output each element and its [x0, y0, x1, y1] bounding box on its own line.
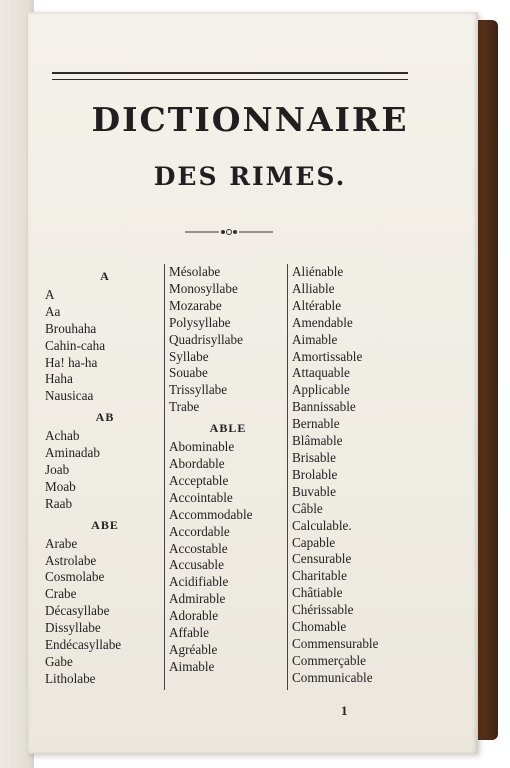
section-heading: A	[100, 269, 110, 283]
rhyme-word: Alliable	[292, 280, 335, 296]
rhyme-word: Accostable	[169, 540, 228, 556]
rhyme-word: Communicable	[292, 669, 373, 685]
rhyme-word: Achab	[45, 428, 80, 444]
rhyme-word: Châtiable	[292, 585, 343, 601]
rhyme-word: Aimable	[292, 331, 338, 347]
column-divider-2	[287, 264, 288, 690]
rhyme-column-1	[45, 264, 165, 688]
rhyme-word: Bernable	[292, 416, 340, 432]
rhyme-word: Commensurable	[292, 635, 379, 651]
section-heading: AB	[95, 410, 115, 425]
rhyme-word: Buvable	[292, 483, 336, 499]
rhyme-word: Litholabe	[45, 670, 96, 686]
rhyme-word: Brisable	[292, 449, 336, 465]
rhyme-word: Trabe	[169, 399, 200, 415]
rhyme-word: A	[45, 286, 55, 302]
rhyme-word: Acceptable	[169, 472, 229, 488]
rhyme-word: Aimable	[169, 658, 215, 674]
page-subtitle: DES RIMES.	[153, 162, 347, 191]
rhyme-word: Décasyllabe	[45, 603, 110, 619]
section-heading: ABE	[91, 517, 119, 532]
rhyme-word: Endécasyllabe	[45, 637, 122, 653]
rhyme-word: Trissyllabe	[169, 382, 228, 398]
rhyme-word: Astrolabe	[45, 552, 97, 568]
rhyme-word: Bannissable	[292, 399, 356, 415]
rhyme-word: Monosyllabe	[169, 280, 238, 296]
rhyme-word: Accommodable	[169, 506, 253, 522]
rhyme-word: Censurable	[292, 551, 352, 567]
rhyme-word: Crabe	[45, 586, 77, 602]
rhyme-word: Mozarabe	[169, 297, 222, 313]
rhyme-word: Ha! ha-ha	[45, 354, 98, 370]
rhyme-word: Polysyllabe	[169, 314, 231, 330]
rhyme-word: Calculable.	[292, 517, 352, 533]
rhyme-word: Amendable	[292, 314, 353, 330]
rhyme-word: Brouhaha	[45, 320, 97, 336]
ornament-divider	[185, 227, 273, 237]
rhyme-word: Abominable	[169, 439, 235, 455]
rhyme-word: Chomable	[292, 619, 347, 635]
rhyme-word: Haha	[45, 371, 73, 387]
rhyme-word: Charitable	[292, 568, 347, 584]
rhyme-word: Blâmable	[292, 433, 343, 449]
rhyme-word: Applicable	[292, 382, 350, 398]
rhyme-word: Accointable	[169, 489, 233, 505]
rhyme-word: Capable	[292, 534, 336, 550]
rhyme-word: Cahin-caha	[45, 337, 106, 353]
rhyme-word: Dissyllabe	[45, 620, 101, 636]
rhyme-word: Aminadab	[45, 445, 100, 461]
rhyme-word: Adorable	[169, 608, 219, 624]
rhyme-word: Syllabe	[169, 348, 209, 364]
rhyme-word: Aliénable	[292, 264, 344, 279]
rhyme-word: Amortissable	[292, 348, 363, 364]
section-heading: ABLE	[209, 421, 247, 436]
rhyme-word: Nausicaa	[45, 388, 94, 404]
rhyme-word: Quadrisyllabe	[169, 331, 243, 347]
rhyme-word: Accordable	[169, 523, 230, 539]
rhyme-word: Admirable	[169, 591, 226, 607]
rhyme-word: Aa	[45, 303, 61, 319]
rhyme-word: Attaquable	[292, 365, 350, 381]
rhyme-word: Souabe	[169, 365, 208, 381]
rhyme-word: Gabe	[45, 653, 73, 669]
rhyme-column-3	[292, 264, 422, 687]
rhyme-word: Moab	[45, 478, 76, 494]
rhyme-word: Cosmolabe	[45, 569, 105, 585]
rhyme-word: Raab	[45, 495, 73, 511]
rhyme-word: Mésolabe	[169, 264, 221, 279]
rhyme-word: Acidifiable	[169, 574, 229, 590]
rhyme-word: Câble	[292, 500, 323, 516]
rhyme-word: Joab	[45, 461, 70, 477]
rhyme-word: Agréable	[169, 641, 218, 657]
top-rule	[52, 72, 408, 80]
page-number: 1	[341, 703, 348, 718]
rhyme-column-2	[169, 264, 287, 676]
rhyme-word: Abordable	[169, 455, 225, 471]
rhyme-word: Arabe	[45, 535, 78, 551]
rhyme-word: Commerçable	[292, 652, 366, 668]
rhyme-word: Affable	[169, 625, 210, 641]
page-title: DICTIONNAIRE	[91, 100, 409, 139]
rhyme-word: Accusable	[169, 557, 224, 573]
rhyme-word: Altérable	[292, 297, 342, 313]
rhyme-word: Brolable	[292, 466, 338, 482]
rhyme-word: Chérissable	[292, 602, 354, 618]
